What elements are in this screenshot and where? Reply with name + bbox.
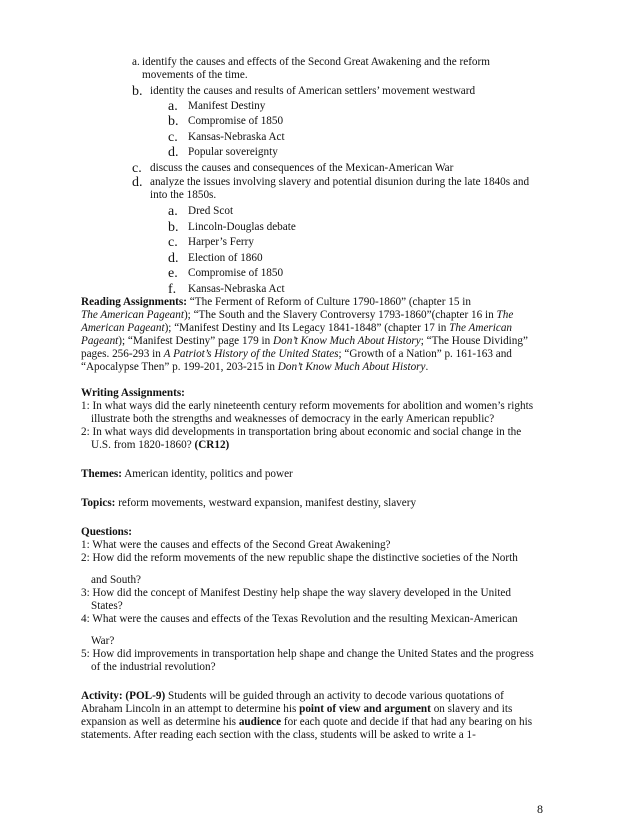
writing-question-2: 2: In what ways did developments in transportation bring about economic and social change in the U.S. from 1820-1860? (CR12)	[81, 426, 522, 451]
reading-assignments: Reading Assignments: “The Ferment of Reform of Culture 1790-1860” (chapter 15 in The American Pageant); “The South and the Slavery Controversy 1793-1860”(chapter 16 in The American Pageant); “Manifest Destiny and Its Legacy 1841-1848” (chapter 17 in The American Pageant); “Manifest Destiny” page 179 in Don’t Know Much About History; “The House Dividing” pages. 256-293 in A Patriot’s History of the United States; “Growth of a Nation” p. 161-163 and “Apocalypse Then” p. 199-201, 203-215 in Don’t Know Much About History.	[81, 296, 528, 373]
objective-label: b.	[132, 84, 143, 99]
activity-heading: Activity: (POL-9)	[81, 690, 166, 702]
question-4: 4: What were the causes and effects of the Texas Revolution and the resulting Mexican-American	[81, 613, 518, 625]
reading-heading: Reading Assignments:	[81, 296, 187, 308]
objective-label: d.	[132, 175, 143, 191]
objective-a	[132, 56, 562, 85]
objective-d	[132, 176, 562, 205]
writing-heading: Writing Assignments:	[81, 387, 185, 399]
sub-item: a. Dred Scot	[168, 204, 234, 220]
question-2: 2: How did the reform movements of the new republic shape the distinctive societies of the North	[81, 552, 518, 564]
activity: Activity: (POL-9) Students will be guided through an activity to decode various quotations of Abraham Lincoln in an attempt to determine his point of view and argument on slavery and its expansion as well as determine his audience for each quote and decide if that had any bearing on his statements. After reading each section with the class, students will be asked to write a 1-	[81, 690, 533, 741]
sub-item: b. Lincoln-Douglas debate	[168, 219, 296, 235]
objective-b	[132, 85, 562, 100]
page-number: 8	[537, 802, 543, 816]
objective-c	[132, 162, 562, 177]
main-content	[81, 296, 537, 742]
objective-text: discuss the causes and consequences of the Mexican-American War	[150, 161, 454, 174]
themes: Themes: American identity, politics and power	[81, 468, 293, 480]
objective-text-cont: into the 1850s.	[150, 189, 217, 202]
sub-item: a. Manifest Destiny	[168, 98, 266, 114]
question-2-cont: and South?	[91, 574, 142, 586]
sub-item: b. Compromise of 1850	[168, 114, 284, 130]
questions-heading: Questions:	[81, 526, 132, 538]
question-3: 3: How did the concept of Manifest Destiny help shape the way slavery developed in the United States?	[81, 587, 511, 612]
question-1: 1: What were the causes and effects of the Second Great Awakening?	[81, 539, 391, 551]
sub-item: e. Compromise of 1850	[168, 266, 284, 282]
question-5: 5: How did improvements in transportation help shape and change the United States and the progress of the industrial revolution?	[81, 648, 534, 673]
sub-item: c. Kansas-Nebraska Act	[168, 129, 285, 145]
sub-item: d. Popular sovereignty	[168, 145, 278, 161]
sub-item: f. Kansas-Nebraska Act	[168, 281, 285, 297]
objective-label: a.	[132, 56, 140, 68]
questions	[81, 526, 537, 674]
themes-heading: Themes:	[81, 468, 123, 480]
cr-tag: (CR12)	[194, 439, 230, 451]
objective-text: identify the causes and effects of the Second Great Awakening and the reform	[142, 56, 490, 68]
objective-text: identity the causes and results of American settlers’ movement westward	[150, 85, 476, 97]
objective-text: analyze the issues involving slavery and potential disunion during the late 1840s and	[150, 176, 530, 189]
objective-label: c.	[132, 160, 142, 176]
sub-item: d. Election of 1860	[168, 250, 263, 266]
question-4-cont: War?	[91, 635, 115, 647]
topics: Topics: reform movements, westward expansion, manifest destiny, slavery	[81, 497, 417, 509]
sub-item: c. Harper’s Ferry	[168, 235, 254, 251]
writing-question-1: 1: In what ways did the early nineteenth century reform movements for abolition and women’s rights illustrate both the strengths and weaknesses of democracy in the early American republic?	[81, 400, 534, 425]
objectives-outline	[132, 56, 562, 298]
topics-heading: Topics:	[81, 497, 116, 509]
objective-text-cont: movements of the time.	[142, 69, 248, 81]
writing-assignments	[81, 387, 537, 452]
